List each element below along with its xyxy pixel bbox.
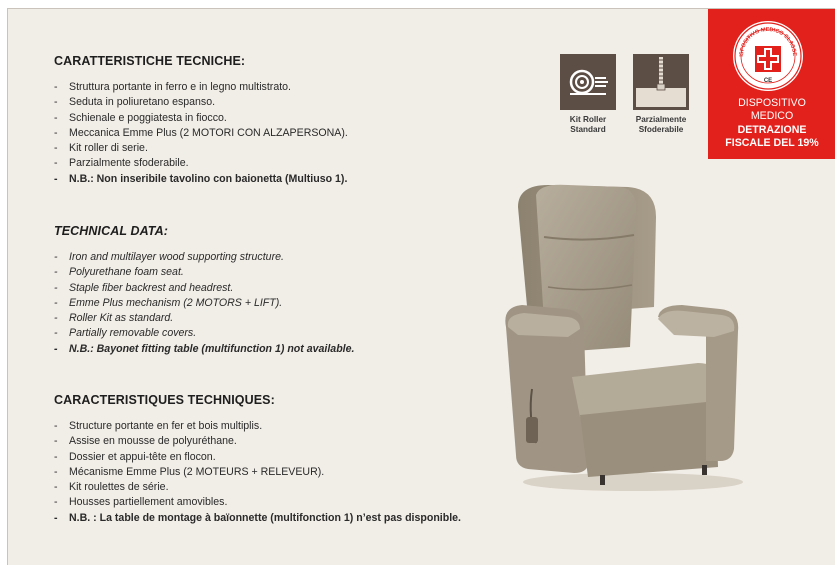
english-note: - N.B.: Bayonet fitting table (multifunction 1) not available. — [54, 342, 474, 357]
list-item: - Assise en mousse de polyuréthane. — [54, 434, 474, 449]
list-item: - Parzialmente sfoderabile. — [54, 156, 474, 171]
italian-list — [54, 80, 474, 187]
removable-cover-label-line1: Parzialmente — [635, 115, 687, 124]
roller-kit-label-line2: Standard — [570, 125, 606, 134]
list-item: - Iron and multilayer wood supporting structure. — [54, 250, 474, 265]
list-item: - Mécanisme Emme Plus (2 MOTEURS + RELEVEUR). — [54, 465, 474, 480]
medical-device-badge — [708, 9, 835, 159]
list-item: - Kit roulettes de série. — [54, 480, 474, 495]
medical-label-line1: DISPOSITIVO — [738, 97, 806, 109]
medical-seal-text: ISPOSITIVO MEDICO CLASSE — [738, 26, 798, 57]
list-item: - Meccanica Emme Plus (2 MOTORI CON ALZAPERSONA). — [54, 126, 474, 141]
medical-seal-icon — [733, 21, 803, 91]
list-item: - Staple fiber backrest and headrest. — [54, 281, 474, 296]
removable-cover-badge — [632, 54, 690, 135]
english-heading: TECHNICAL DATA: — [54, 224, 168, 238]
list-item: - Structure portante en fer et bois multiplis. — [54, 419, 474, 434]
list-item: - Roller Kit as standard. — [54, 311, 474, 326]
english-list — [54, 250, 474, 357]
list-item: - Dossier et appui-tête en flocon. — [54, 450, 474, 465]
english-section — [54, 224, 474, 357]
list-item: - Struttura portante in ferro e in legno multistrato. — [54, 80, 474, 95]
italian-heading: CARATTERISTICHE TECNICHE: — [54, 54, 246, 68]
french-section — [54, 393, 474, 526]
french-list — [54, 419, 474, 526]
list-item: - Schienale e poggiatesta in fiocco. — [54, 111, 474, 126]
roller-kit-icon — [560, 54, 616, 110]
italian-note: - N.B.: Non inseribile tavolino con baionetta (Multiuso 1). — [54, 172, 474, 187]
italian-section — [54, 54, 474, 187]
roller-kit-label-line1: Kit Roller — [569, 115, 607, 124]
recliner-armchair-image — [488, 177, 748, 497]
tax-deduction-line1: DETRAZIONE — [737, 124, 807, 136]
list-item: - Housses partiellement amovibles. — [54, 495, 474, 510]
french-heading: CARACTERISTIQUES TECHNIQUES: — [54, 393, 275, 407]
list-item: - Emme Plus mechanism (2 MOTORS + LIFT). — [54, 296, 474, 311]
tax-deduction-line2: FISCALE DEL 19% — [725, 137, 819, 149]
list-item: - Polyurethane foam seat. — [54, 265, 474, 280]
french-note: - N.B. : La table de montage à baïonnette (multifonction 1) n’est pas disponible. — [54, 511, 474, 526]
removable-cover-label-line2: Sfoderabile — [638, 125, 684, 134]
list-item: - Kit roller di serie. — [54, 141, 474, 156]
list-item: - Seduta in poliuretano espanso. — [54, 95, 474, 110]
list-item: - Partially removable covers. — [54, 326, 474, 341]
datasheet-page — [7, 8, 835, 565]
medical-label-line2: MEDICO — [750, 110, 794, 122]
zipper-cover-icon — [633, 54, 689, 110]
roller-kit-badge — [559, 54, 617, 135]
ce-mark: CE — [763, 78, 773, 84]
